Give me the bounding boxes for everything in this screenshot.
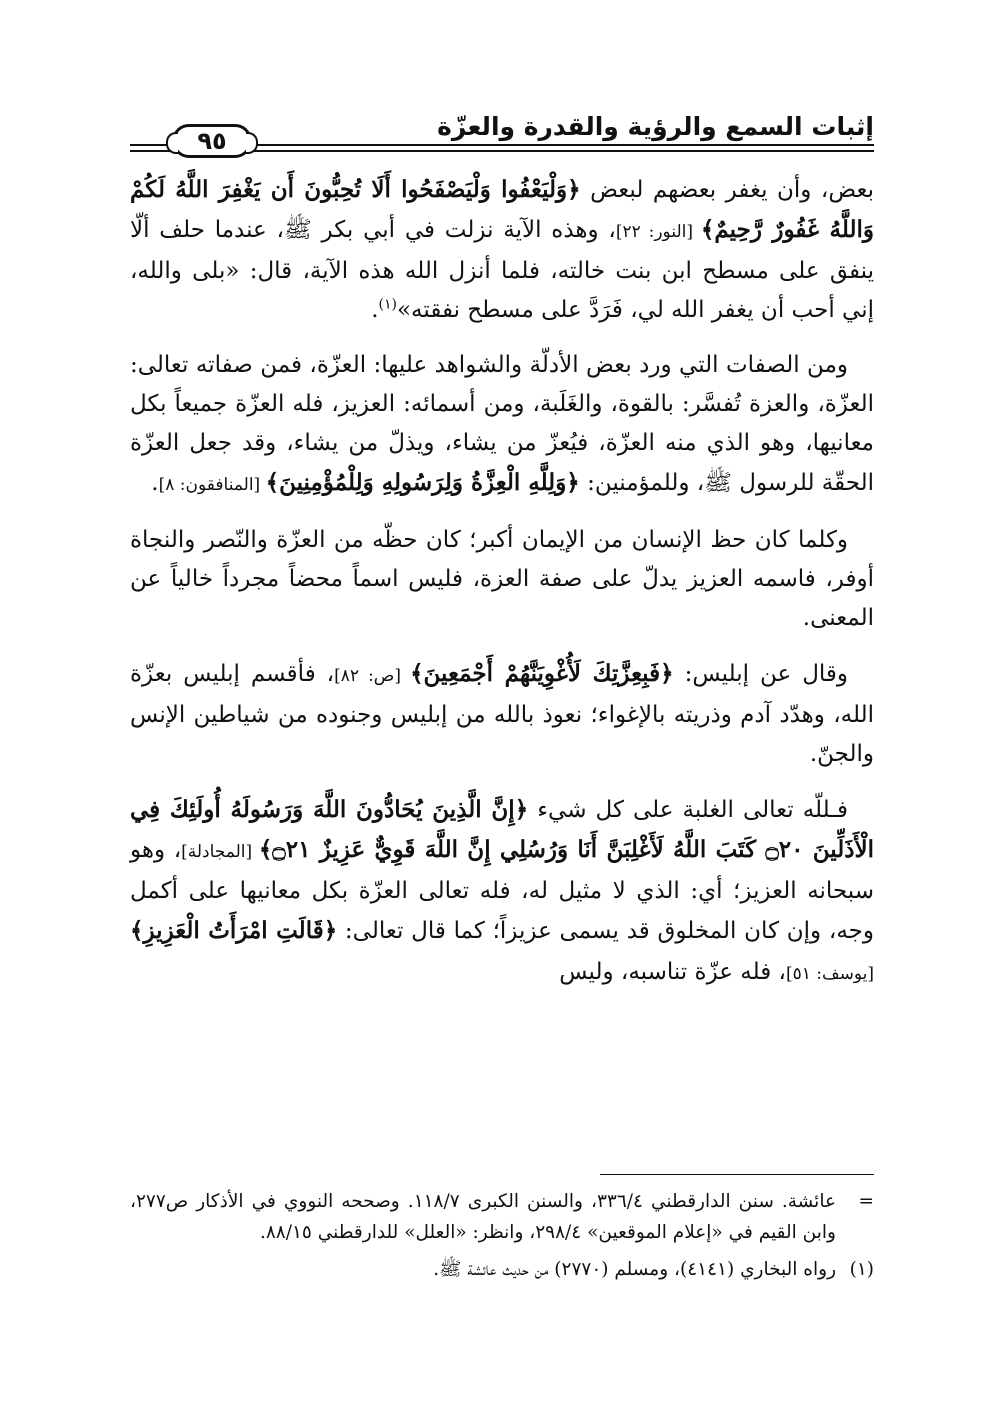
footnote	[130, 1254, 874, 1285]
verse-reference: [المجادلة]	[181, 842, 259, 862]
paragraph	[130, 521, 874, 638]
verse-reference: [يوسف: ٥١]	[785, 964, 874, 984]
text-run: ومن الصفات التي ورد بعض الأدلّة والشواهد عليها: العزّة، فمن صفاته تعالى: العزّة، والعزة تُفسَّر: بالقوة، والغَلَبة، ومن أسمائه: العزيز، فله العزّة جميعاً بكل معانيها، وهو الذي منه العزّة، فيُعزّ من يشاء، ويذلّ من يشاء، وقد جعل العزّة الحقّة للرسول ﷺ، وللمؤمنين:	[130, 352, 874, 496]
text-run: وكلما كان حظ الإنسان من الإيمان أكبر؛ كان حظّه من العزّة والنّصر والنجاة أوفر، فاسمه العزيز يدلّ على صفة العزة، فليس اسماً محضاً مجرداً خالياً عن المعنى.	[130, 527, 874, 631]
paragraph	[130, 654, 874, 774]
quran-verse: ﴿وَلْيَعْفُوا وَلْيَصْفَحُوا أَلَا تُحِبُّونَ أَن يَغْفِرَ اللَّهُ لَكُمْ وَاللَّهُ غَفُورٌ رَّحِيمٌ﴾	[130, 176, 874, 243]
paragraph	[130, 346, 874, 505]
page-number: ٩٥	[172, 124, 252, 158]
footnote-marker: (١)	[849, 1259, 874, 1280]
quran-verse: ﴿إِنَّ الَّذِينَ يُحَادُّونَ اللَّهَ وَرَسُولَهُ أُولَئِكَ فِي الْأَذَلِّينَ ۝٢٠ كَتَبَ اللَّهُ لَأَغْلِبَنَّ أَنَا وَرُسُلِي إِنَّ اللَّهَ قَوِيٌّ عَزِيزٌ ۝٢١﴾	[130, 796, 874, 863]
text-run: ، وهو سبحانه العزيز؛ أي: الذي لا مثيل له، فله تعالى العزّة بكل معانيها على أكمل وجه، وإن كان المخلوق قد يسمى عزيزاً؛ كما قال تعالى:	[130, 837, 874, 944]
footnotes	[130, 1186, 874, 1291]
header-rule	[254, 144, 874, 146]
footnote	[130, 1186, 874, 1248]
paragraph	[130, 170, 874, 330]
text-run: .	[151, 470, 159, 496]
text-run: وقال عن إبليس:	[673, 661, 849, 687]
text-run: ، فأقسم إبليس بعزّة الله، وهدّد آدم وذريته بالإغواء؛ نعوذ بالله من إبليس وجنوده من شياطين الإنس والجنّ.	[130, 661, 874, 767]
footnote-marker: =	[858, 1191, 874, 1212]
text-run: بعض، وأن يغفر بعضهم لبعض	[580, 177, 874, 203]
page-header	[130, 110, 874, 160]
text-run: ، وهذه الآية نزلت في أبي بكر ﷺ، عندما حلف ألّا ينفق على مسطح ابن بنت خالته، فلما أنزل الله هذه الآية، قال: «بلى والله، إني أحب أن يغفر الله لي، فَرَدَّ على مسطح نفقته»	[130, 217, 874, 323]
footnote-separator	[600, 1174, 874, 1175]
text-run: .	[371, 297, 379, 323]
header-rule	[130, 144, 170, 146]
footnote-text: عائشة. سنن الدارقطني ٣٣٦/٤، والسنن الكبرى ١١٨/٧. وصححه النووي في الأذكار ص٢٧٧، وابن القيم في «إعلام الموقعين» ٢٩٨/٤، وانظر: «العلل» للدارقطني ٨٨/١٥.	[130, 1191, 836, 1243]
paragraph	[130, 790, 874, 994]
header-rule	[254, 150, 874, 152]
header-rule	[130, 150, 170, 152]
text-run: فـللّه تعالى الغلبة على كل شيء	[528, 797, 848, 823]
footnote-ref[interactable]: (١)	[378, 296, 397, 313]
verse-reference: [ص: ٨٢]	[334, 666, 411, 686]
text-run: ، فله عزّة تناسبه، وليس	[559, 959, 786, 985]
quran-verse: ﴿وَلِلَّهِ الْعِزَّةُ وَلِرَسُولِهِ وَلِلْمُؤْمِنِينَ﴾	[265, 469, 580, 496]
quran-verse: ﴿فَبِعِزَّتِكَ لَأُغْوِيَنَّهُمْ أَجْمَعِينَ﴾	[410, 660, 674, 687]
main-text	[130, 170, 874, 1010]
footnote-text: رواه البخاري (٤١٤١)، ومسلم (٢٧٧٠) من حديث عائشة ﷺ.	[433, 1259, 836, 1280]
verse-reference: [النور: ٢٢]	[615, 222, 701, 242]
quran-verse: ﴿قَالَتِ امْرَأَتُ الْعَزِيزِ﴾	[130, 917, 338, 944]
running-title: إثبات السمع والرؤية والقدرة والعزّة	[437, 112, 874, 141]
verse-reference: [المنافقون: ٨]	[158, 475, 266, 495]
